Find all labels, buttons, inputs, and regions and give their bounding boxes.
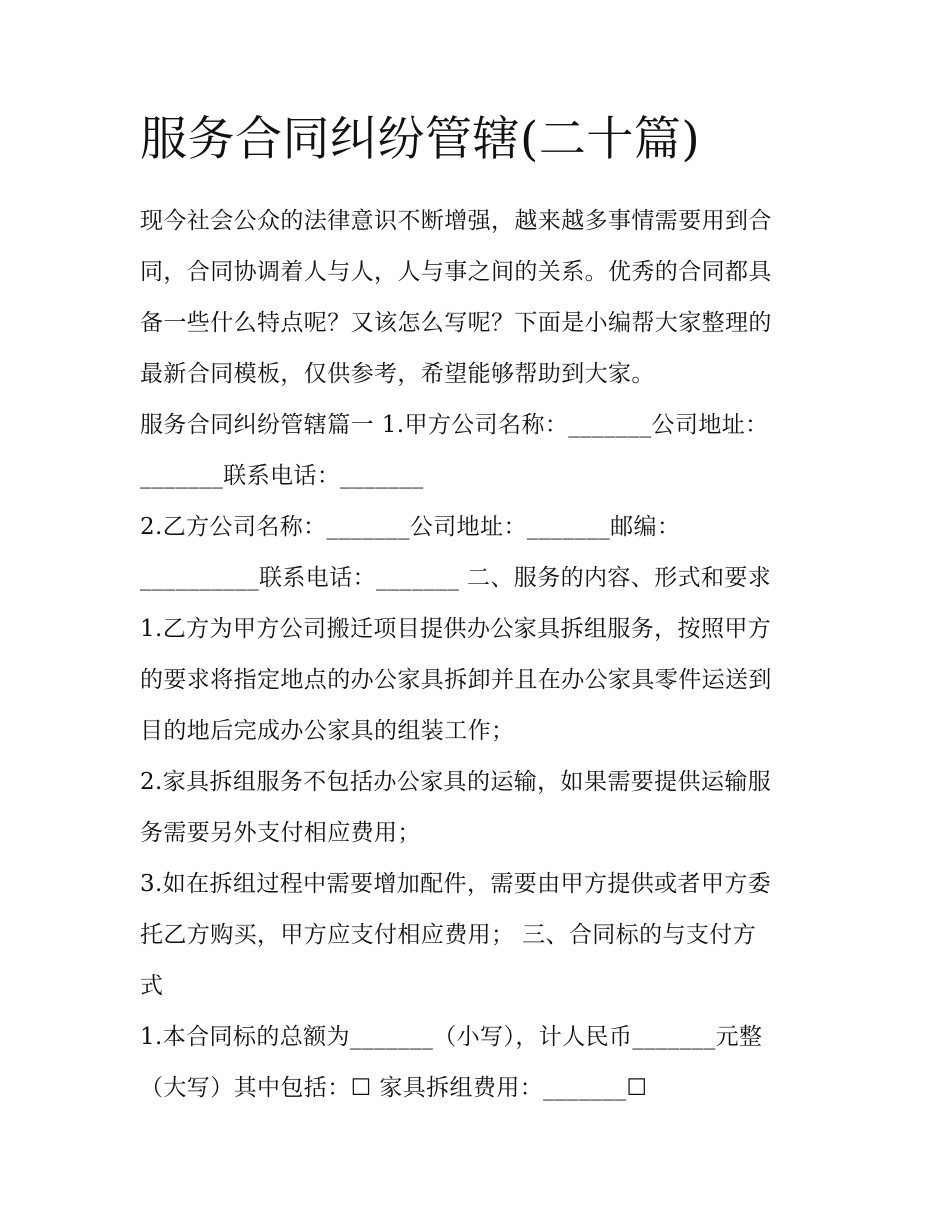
paragraph-line: 现今社会公众的法律意识不断增强，越来越多事情需要用到合 [140,208,772,234]
paragraph-line: 1.本合同标的总额为_______（小写），计人民币_______元整 [140,1024,763,1050]
paragraph-line: 的要求将指定地点的办公家具拆卸并且在办公家具零件运送到 [140,667,772,693]
document-title: 服务合同纠纷管辖(二十篇) [140,112,701,167]
paragraph-line: 备一些什么特点呢？又该怎么写呢？下面是小编帮大家整理的 [140,310,772,336]
paragraph-line: __________联系电话：_______ 二、服务的内容、形式和要求 [140,565,772,591]
paragraph-line: 最新合同模板，仅供参考，希望能够帮助到大家。 [140,361,655,387]
paragraph-line: _______联系电话：_______ [140,463,424,489]
paragraph-line: 同，合同协调着人与人，人与事之间的关系。优秀的合同都具 [140,259,772,285]
paragraph-line: （大写）其中包括：☐ 家具拆组费用：_______☐ [140,1075,648,1101]
paragraph-line: 2.乙方公司名称：_______公司地址：_______邮编： [140,514,681,540]
paragraph-line: 式 [140,973,164,999]
paragraph-line: 目的地后完成办公家具的组装工作； [140,718,515,744]
paragraph-line: 务需要另外支付相应费用； [140,820,421,846]
paragraph-line: 服务合同纠纷管辖篇一 1.甲方公司名称：_______公司地址： [140,412,769,438]
paragraph-line: 3.如在拆组过程中需要增加配件，需要由甲方提供或者甲方委 [140,871,772,897]
paragraph-line: 2.家具拆组服务不包括办公家具的运输，如果需要提供运输服 [140,769,772,795]
paragraph-line: 托乙方购买，甲方应支付相应费用； 三、合同标的与支付方 [140,922,757,948]
paragraph-line: 1.乙方为甲方公司搬迁项目提供办公家具拆组服务，按照甲方 [140,616,772,642]
